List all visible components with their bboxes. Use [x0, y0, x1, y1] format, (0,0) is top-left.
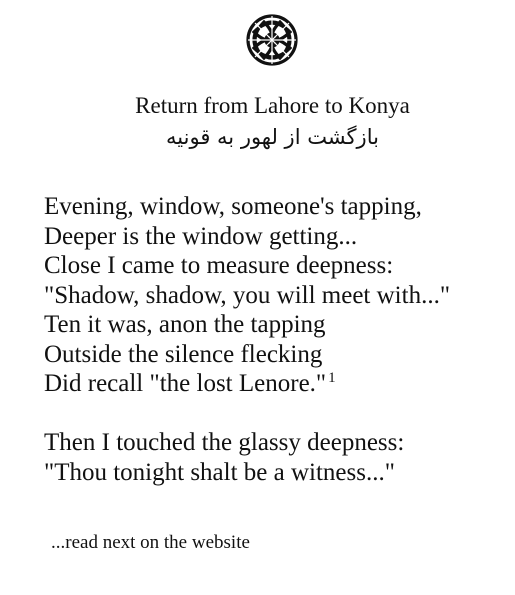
poem-line: Close I came to measure deepness:: [44, 252, 394, 279]
poem-line: Ten it was, anon the tapping: [44, 311, 326, 338]
poem-line: Outside the silence flecking: [44, 340, 323, 368]
poem-title-persian: بازگشت از لهور به قونیه: [166, 125, 379, 149]
poem-body: [44, 192, 450, 487]
poem-line: Deeper is the window getting...: [44, 222, 358, 250]
read-more-link[interactable]: ...read next on the website: [51, 532, 250, 553]
poem-line: "Shadow, shadow, you will meet with...": [44, 281, 451, 309]
poem-line-with-footnote: [44, 369, 450, 399]
stanza-break: [44, 399, 450, 429]
poem-title: Return from Lahore to Konya: [135, 93, 410, 118]
poem-line: Then I touched the glassy deepness:: [44, 429, 405, 456]
celtic-knot-icon: [244, 12, 300, 68]
poem-line: Evening, window, someone's tapping,: [44, 193, 422, 220]
footnote-marker: 1: [328, 370, 336, 386]
poem-line-text: Did recall "the lost Lenore.": [44, 370, 327, 397]
poem-line: "Thou tonight shalt be a witness...": [44, 458, 395, 486]
